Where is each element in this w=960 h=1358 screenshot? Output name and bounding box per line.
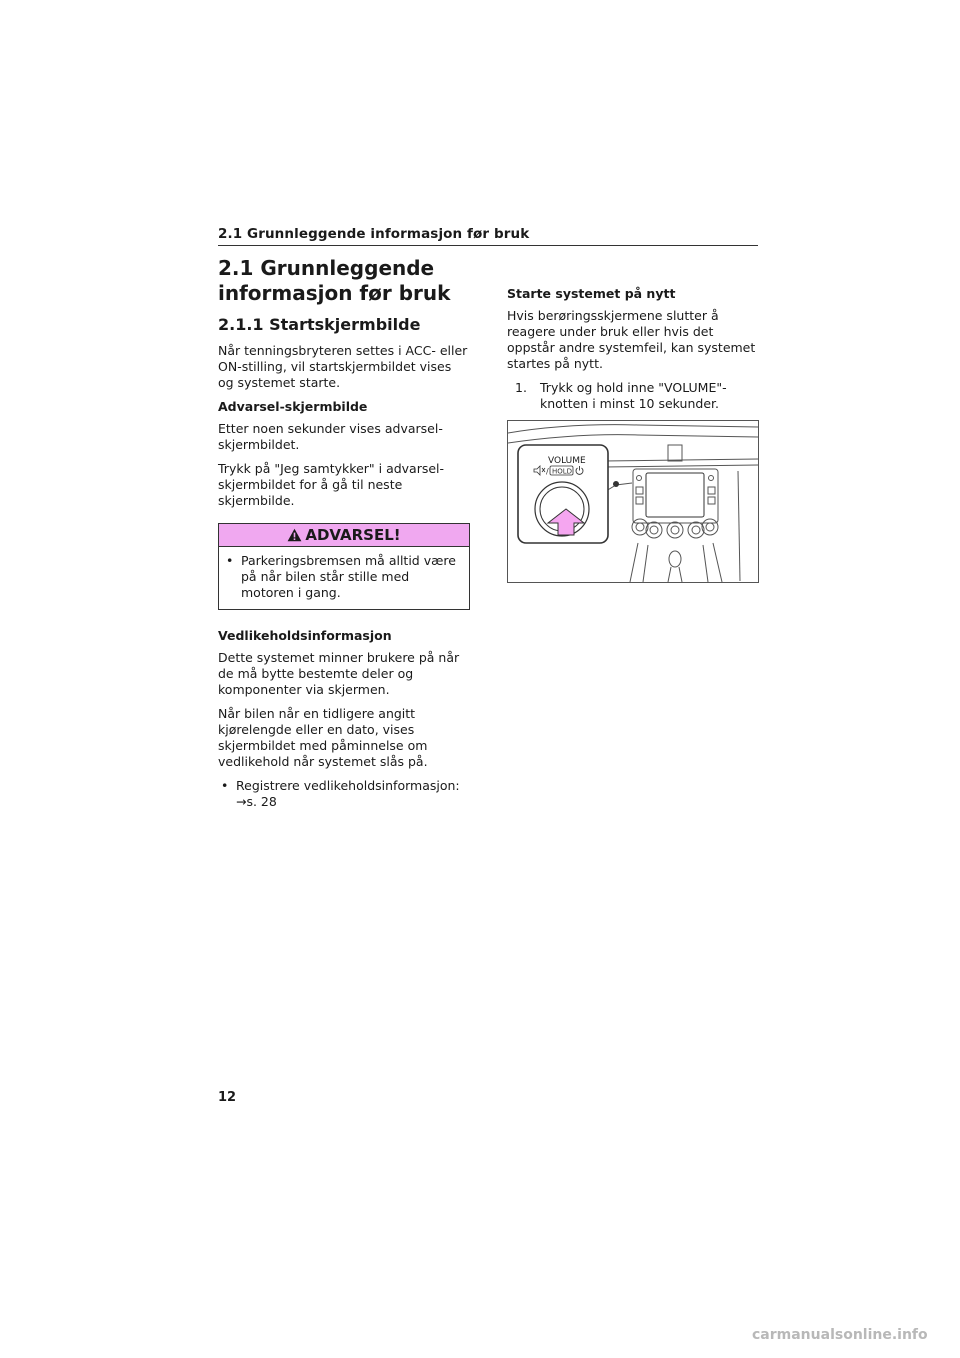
dashboard-illustration [507,420,759,583]
maintenance-link-item[interactable]: • Registrere vedlikeholdsinformasjon: →s. 28 [218,778,470,810]
step-text: Trykk og hold inne "VOLUME"-knotten i minst 10 sekunder. [540,380,727,411]
page-title: 2.1 Grunnleggende informasjon før bruk [218,256,451,305]
maintenance-text-2: Når bilen når en tidligere angitt kjørelengde eller en dato, vises skjermbildet med påminnelse om vedlikehold når systemet slås på. [218,706,428,769]
section-heading: 2.1.1 Startskjermbilde [218,315,421,334]
intro-paragraph: Når tenningsbryteren settes i ACC- eller ON-stilling, vil startskjermbildet vises og systemet starte. [218,343,468,390]
hold-label: HOLD [552,467,573,476]
warning-screen-heading: Advarsel-skjermbilde [218,399,368,414]
warning-box-body [219,547,469,609]
restart-heading: Starte systemet på nytt [507,286,676,301]
svg-text:/: / [546,467,549,476]
running-header: 2.1 Grunnleggende informasjon før bruk [218,226,758,246]
maintenance-text-1: Dette systemet minner brukere på når de må bytte bestemte deler og komponenter via skjermen. [218,650,460,697]
warning-screen-text-1: Etter noen sekunder vises advarsel-skjermbildet. [218,421,443,452]
restart-text: Hvis berøringsskjermene slutter å reagere under bruk eller hvis det oppstår andre systemfeil, kan systemet startes på nytt. [507,308,756,371]
left-column [218,256,470,814]
watermark: carmanualsonline.info [752,1327,928,1343]
volume-label: VOLUME [548,456,586,466]
warning-item: • Parkeringsbremsen må alltid være på når bilen står stille med motoren i gang. [223,553,463,601]
restart-step [515,380,759,412]
warning-box-header [219,524,469,547]
right-column [507,256,759,583]
page-number: 12 [218,1090,237,1105]
warning-box-title: ADVARSEL! [305,526,401,544]
dashboard-drawing [508,421,758,582]
warning-screen-text-2: Trykk på "Jeg samtykker" i advarsel-skjermbildet for å gå til neste skjermbilde. [218,461,445,508]
maintenance-heading: Vedlikeholdsinformasjon [218,628,392,643]
warning-triangle-icon [287,528,302,542]
step-number: 1. [515,380,527,395]
warning-box [218,523,470,610]
